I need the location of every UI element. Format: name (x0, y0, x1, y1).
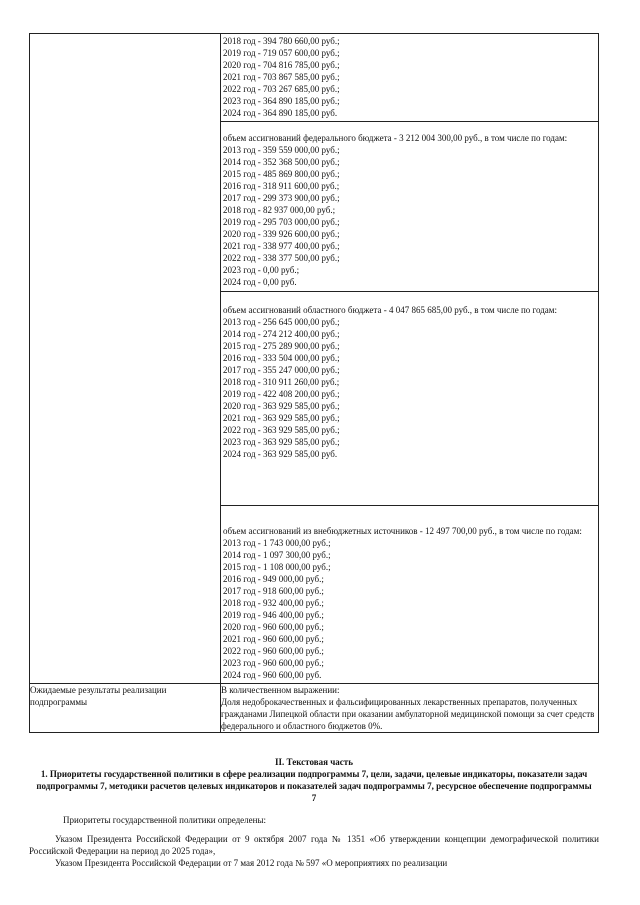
year-amount-line: 2013 год - 1 743 000,00 руб.; (223, 538, 331, 548)
funding-table (29, 33, 599, 733)
federal-section (221, 122, 598, 292)
year-amount-line: 2018 год - 394 780 660,00 руб.; (223, 36, 340, 46)
year-amount-line: 2024 год - 960 600,00 руб. (223, 670, 322, 680)
year-amount-line: 2023 год - 363 929 585,00 руб.; (223, 437, 340, 447)
year-amount-line: 2024 год - 364 890 185,00 руб. (223, 108, 338, 118)
results-label: Ожидаемые результаты реализации подпрограммы (30, 684, 221, 733)
extrabudget-lines (223, 537, 598, 681)
regional-lines (223, 316, 598, 460)
year-amount-line: 2014 год - 274 212 400,00 руб.; (223, 329, 340, 339)
year-amount-line: 2019 год - 295 703 000,00 руб.; (223, 217, 340, 227)
year-amount-line: 2022 год - 960 600,00 руб.; (223, 646, 324, 656)
year-amount-line: 2023 год - 960 600,00 руб.; (223, 658, 324, 668)
year-amount-line: 2014 год - 352 368 500,00 руб.; (223, 157, 340, 167)
year-amount-line: 2014 год - 1 097 300,00 руб.; (223, 550, 331, 560)
top-section (221, 34, 598, 122)
year-amount-line: 2022 год - 338 377 500,00 руб.; (223, 253, 340, 263)
year-amount-line: 2018 год - 82 937 000,00 руб.; (223, 205, 336, 215)
priorities-intro: Приоритеты государственной политики определены: (63, 815, 266, 825)
year-amount-line: 2020 год - 363 929 585,00 руб.; (223, 401, 340, 411)
year-amount-line: 2017 год - 299 373 900,00 руб.; (223, 193, 340, 203)
year-amount-line: 2016 год - 318 911 600,00 руб.; (223, 181, 340, 191)
year-amount-line: 2021 год - 960 600,00 руб.; (223, 634, 324, 644)
federal-heading: объем ассигнований федерального бюджета - 3 212 004 300,00 руб., в том числе по годам: (223, 133, 568, 143)
extrabudget-section (221, 506, 598, 683)
regional-heading: объем ассигнований областного бюджета - 4 047 865 685,00 руб., в том числе по годам: (223, 305, 557, 315)
year-amount-line: 2019 год - 946 400,00 руб.; (223, 610, 324, 620)
year-amount-line: 2018 год - 932 400,00 руб.; (223, 598, 324, 608)
section-subtitle: 1. Приоритеты государственной политики в сфере реализации подпрограммы 7, цели, задачи, целевые индикаторы, показатели задач подпрограммы 7, методики расчетов целевых индикаторов и показателей задач подпрограммы 7, ресурсное обеспечение подпрограммы 7 (36, 769, 592, 803)
federal-lines (223, 144, 598, 288)
year-amount-line: 2023 год - 0,00 руб.; (223, 265, 300, 275)
section-title: II. Текстовая часть (275, 757, 353, 767)
year-amount-line: 2022 год - 703 267 685,00 руб.; (223, 84, 340, 94)
funding-row-label (30, 34, 221, 684)
year-amount-line: 2021 год - 338 977 400,00 руб.; (223, 241, 340, 251)
year-amount-line: 2021 год - 703 867 585,00 руб.; (223, 72, 340, 82)
regional-section (221, 292, 598, 506)
decree-paragraph-1: Указом Президента Российской Федерации от 9 октября 2007 года № 1351 «Об утверждении концепции демографической политики Российской Федерации на период до 2025 года», (29, 834, 599, 856)
top-lines (223, 35, 598, 119)
year-amount-line: 2024 год - 0,00 руб. (223, 277, 297, 287)
extrabudget-heading: объем ассигнований из внебюджетных источников - 12 497 700,00 руб., в том числе по годам: (223, 526, 582, 536)
year-amount-line: 2022 год - 363 929 585,00 руб.; (223, 425, 340, 435)
funding-row (30, 34, 599, 684)
results-text: Доля недоброкачественных и фальсифицированных лекарственных препаратов, полученных гражданами Липецкой области при оказании амбулаторной медицинской помощи за счет средств федерального и областного бюджетов 0%. (221, 697, 595, 731)
year-amount-line: 2016 год - 333 504 000,00 руб.; (223, 353, 340, 363)
year-amount-line: 2019 год - 719 057 600,00 руб.; (223, 48, 340, 58)
decree-paragraph-2: Указом Президента Российской Федерации от 7 мая 2012 года № 597 «О мероприятиях по реализации (55, 858, 448, 868)
year-amount-line: 2019 год - 422 408 200,00 руб.; (223, 389, 340, 399)
results-row (30, 684, 599, 733)
funding-details (221, 34, 599, 684)
year-amount-line: 2018 год - 310 911 260,00 руб.; (223, 377, 340, 387)
year-amount-line: 2016 год - 949 000,00 руб.; (223, 574, 324, 584)
year-amount-line: 2023 год - 364 890 185,00 руб.; (223, 96, 340, 106)
results-line1: В количественном выражении: (221, 685, 340, 695)
year-amount-line: 2020 год - 960 600,00 руб.; (223, 622, 324, 632)
text-part (29, 756, 599, 869)
year-amount-line: 2017 год - 918 600,00 руб.; (223, 586, 324, 596)
year-amount-line: 2013 год - 256 645 000,00 руб.; (223, 317, 340, 327)
year-amount-line: 2015 год - 275 289 900,00 руб.; (223, 341, 340, 351)
year-amount-line: 2024 год - 363 929 585,00 руб. (223, 449, 338, 459)
year-amount-line: 2021 год - 363 929 585,00 руб.; (223, 413, 340, 423)
year-amount-line: 2013 год - 359 559 000,00 руб.; (223, 145, 340, 155)
year-amount-line: 2020 год - 704 816 785,00 руб.; (223, 60, 340, 70)
year-amount-line: 2017 год - 355 247 000,00 руб.; (223, 365, 340, 375)
results-content (221, 684, 599, 733)
year-amount-line: 2020 год - 339 926 600,00 руб.; (223, 229, 340, 239)
year-amount-line: 2015 год - 485 869 800,00 руб.; (223, 169, 340, 179)
year-amount-line: 2015 год - 1 108 000,00 руб.; (223, 562, 331, 572)
